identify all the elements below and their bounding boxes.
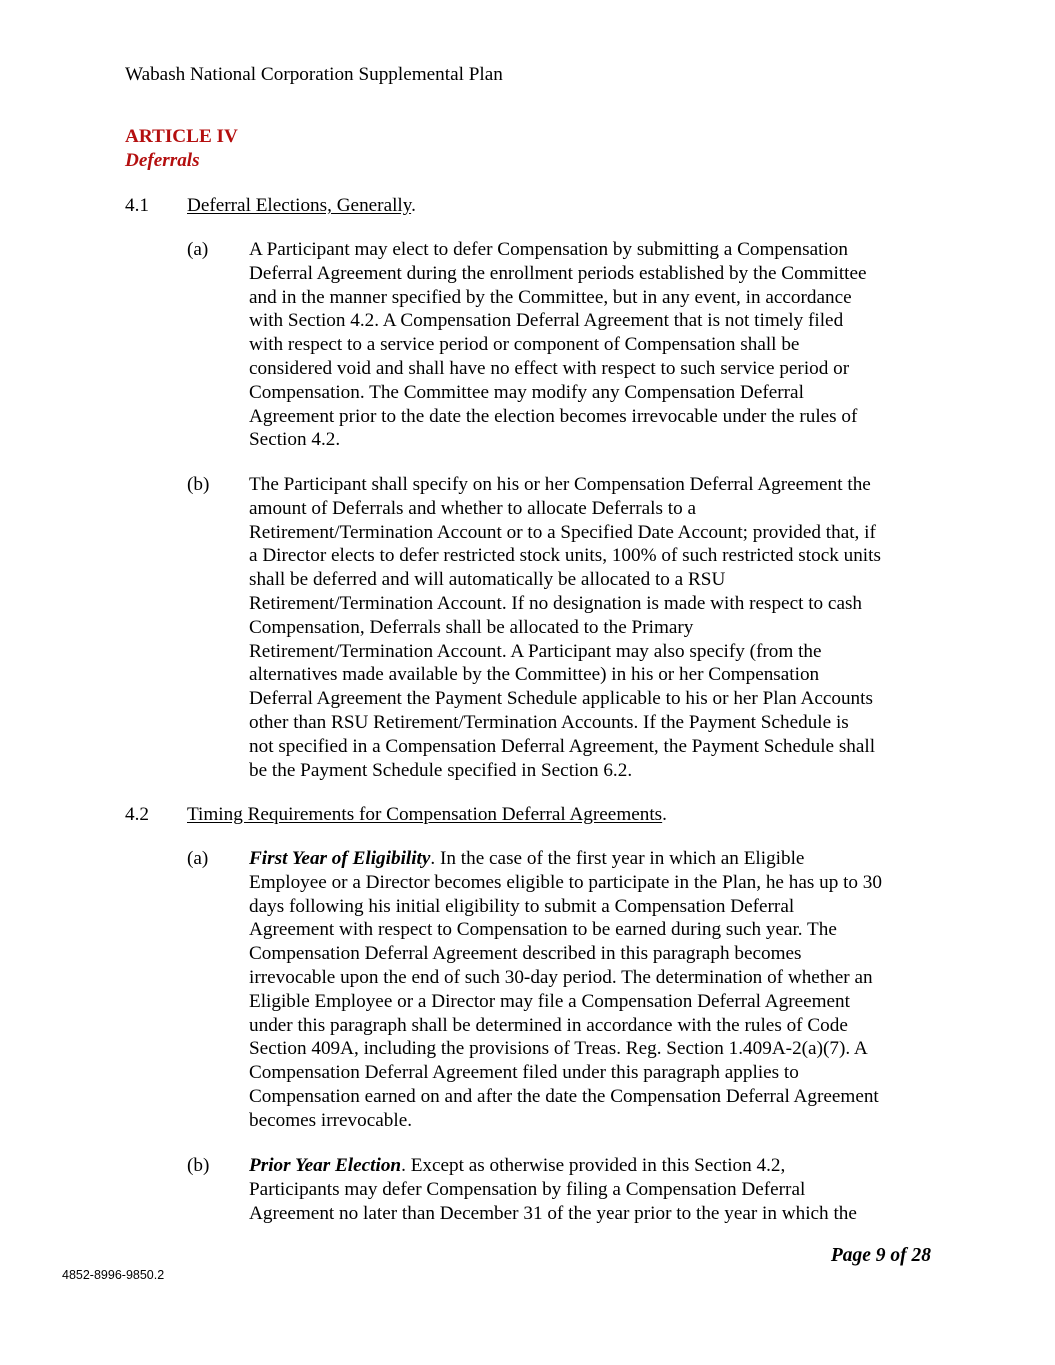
section-number: 4.2	[125, 804, 149, 825]
paragraph-body	[249, 238, 949, 452]
text-line: becomes irrevocable.	[249, 1109, 413, 1131]
text-line: irrevocable upon the end of such 30-day period. The determination of whether an	[249, 966, 873, 988]
text-line: be the Payment Schedule specified in Section 6.2.	[249, 759, 633, 781]
text-line: Prior Year Election. Except as otherwise provided in this Section 4.2,	[249, 1155, 786, 1176]
text-line: amount of Deferrals and whether to allocate Deferrals to a	[249, 497, 696, 519]
text-line: days following his initial eligibility to submit a Compensation Deferral	[249, 895, 795, 917]
paragraph-label: (a)	[187, 848, 209, 869]
paragraph-heading: Prior Year Election	[249, 1155, 402, 1176]
paragraph-body	[249, 473, 949, 782]
text-line: Agreement prior to the date the election becomes irrevocable under the rules of	[249, 405, 858, 427]
text-line: Retirement/Termination Account or to a Specified Date Account; provided that, if	[249, 521, 876, 543]
text-line: considered void and shall have no effect with respect to such service period or	[249, 357, 850, 379]
text-line: First Year of Eligibility. In the case of the first year in which an Eligible	[249, 848, 805, 869]
text-line: Agreement no later than December 31 of the year prior to the year in which the	[249, 1202, 857, 1224]
text-line: Retirement/Termination Account. If no designation is made with respect to cash	[249, 592, 863, 614]
text-line: Compensation. The Committee may modify any Compensation Deferral	[249, 381, 804, 403]
text-line: Participants may defer Compensation by filing a Compensation Deferral	[249, 1178, 806, 1200]
paragraph-label: (a)	[187, 239, 209, 260]
text-line: alternatives made available by the Committee) in his or her Compensation	[249, 664, 820, 686]
text-line: other than RSU Retirement/Termination Accounts. If the Payment Schedule is	[249, 711, 849, 733]
section-title: Timing Requirements for Compensation Deferral Agreements.	[187, 804, 667, 825]
paragraph-label: (b)	[187, 474, 210, 495]
paragraph-heading: First Year of Eligibility	[249, 848, 431, 869]
text-line: Section 4.2.	[249, 429, 341, 451]
article-title: ARTICLE IV	[125, 126, 238, 147]
text-line: Eligible Employee or a Director may file a Compensation Deferral Agreement	[249, 990, 850, 1012]
text-line: and in the manner specified by the Committee, but in any event, in accordance	[249, 286, 852, 308]
text-line: with respect to a service period or component of Compensation shall be	[249, 334, 800, 356]
text-line: not specified in a Compensation Deferral Agreement, the Payment Schedule shall	[249, 735, 876, 757]
document-header: Wabash National Corporation Supplemental Plan	[125, 64, 503, 85]
text-line: Employee or a Director becomes eligible to participate in the Plan, he has up to 30	[249, 871, 882, 893]
paragraph-body	[249, 847, 949, 1133]
text-line: Agreement with respect to Compensation to be earned during such year. The	[249, 919, 837, 941]
text-line: with Section 4.2. A Compensation Deferral Agreement that is not timely filed	[249, 310, 844, 332]
text-line: Compensation, Deferrals shall be allocated to the Primary	[249, 616, 694, 638]
text-line: Deferral Agreement the Payment Schedule applicable to his or her Plan Accounts	[249, 688, 873, 710]
text-line: Section 409A, including the provisions of Treas. Reg. Section 1.409A-2(a)(7). A	[249, 1038, 868, 1060]
paragraph-label: (b)	[187, 1155, 210, 1176]
article-subtitle: Deferrals	[125, 150, 200, 171]
document-id: 4852-8996-9850.2	[62, 1268, 165, 1282]
section-number: 4.1	[125, 195, 149, 216]
text-line: A Participant may elect to defer Compensation by submitting a Compensation	[249, 239, 848, 260]
text-line: a Director elects to defer restricted stock units, 100% of such restricted stock units	[249, 545, 881, 567]
text-line: The Participant shall specify on his or her Compensation Deferral Agreement the	[249, 474, 871, 495]
text-line: shall be deferred and will automatically be allocated to a RSU	[249, 569, 726, 591]
section-title: Deferral Elections, Generally.	[187, 195, 416, 216]
text-line: Compensation Deferral Agreement filed under this paragraph applies to	[249, 1062, 799, 1084]
text-line: Retirement/Termination Account. A Participant may also specify (from the	[249, 640, 822, 662]
page-number: Page 9 of 28	[830, 1245, 931, 1266]
text-line: under this paragraph shall be determined in accordance with the rules of Code	[249, 1014, 848, 1036]
paragraph-body	[249, 1154, 949, 1225]
text-line: Compensation Deferral Agreement described in this paragraph becomes	[249, 943, 802, 965]
text-line: Deferral Agreement during the enrollment periods established by the Committee	[249, 262, 867, 284]
text-line: Compensation earned on and after the date the Compensation Deferral Agreement	[249, 1085, 879, 1107]
